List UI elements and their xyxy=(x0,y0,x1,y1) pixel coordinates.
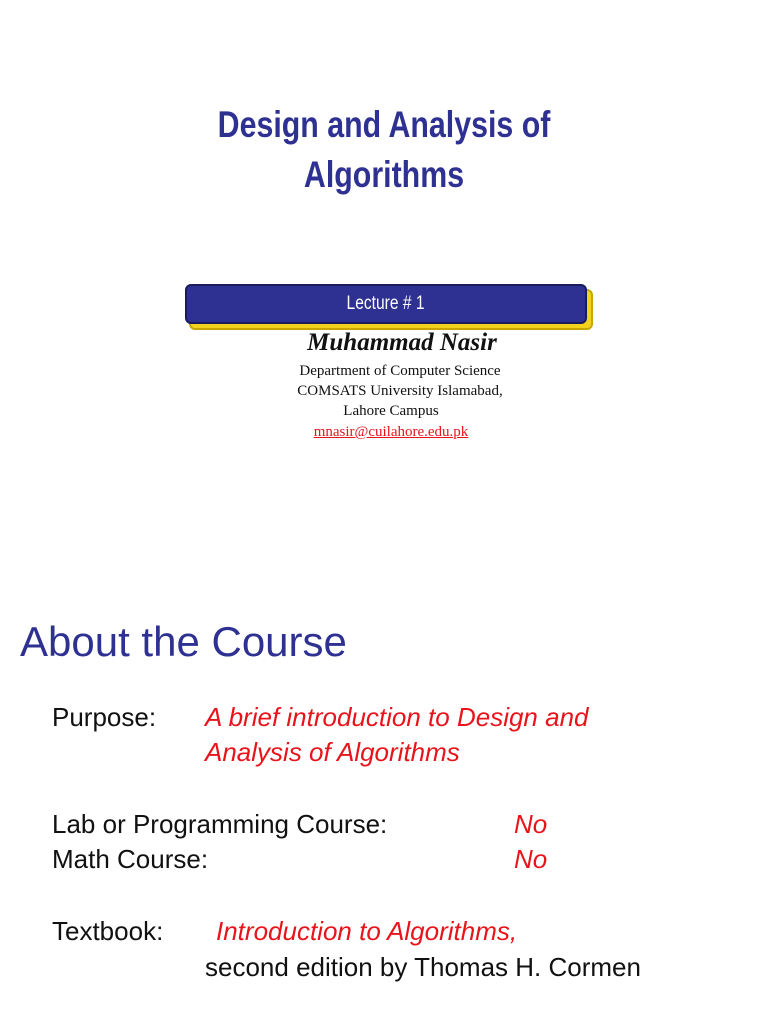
lecture-banner xyxy=(185,284,587,324)
textbook-detail: second edition by Thomas H. Cormen xyxy=(205,952,641,982)
section-heading: About the Course xyxy=(20,618,347,665)
department-text: Department of Computer Science xyxy=(299,363,501,379)
math-course-label: Math Course: xyxy=(52,844,209,874)
lab-course-value: No xyxy=(514,809,548,839)
campus-text: Lahore Campus xyxy=(343,403,439,419)
about-course-slide xyxy=(0,580,768,1024)
lab-course-label: Lab or Programming Course: xyxy=(52,809,388,839)
math-course-value: No xyxy=(514,844,548,874)
textbook-title: Introduction to Algorithms, xyxy=(216,916,518,946)
title-line-1: Design and Analysis of xyxy=(217,104,551,145)
purpose-value-line-2: Analysis of Algorithms xyxy=(205,737,460,767)
university-text: COMSATS University Islamabad, xyxy=(297,383,503,399)
textbook-label: Textbook: xyxy=(52,916,164,946)
author-name: Muhammad Nasir xyxy=(307,329,497,356)
purpose-value-line-1: A brief introduction to Design and xyxy=(205,702,589,732)
email-link[interactable]: mnasir@cuilahore.edu.pk xyxy=(313,424,469,440)
lecture-label: Lecture # 1 xyxy=(347,293,425,314)
purpose-label: Purpose: xyxy=(52,702,157,732)
title-line-2: Algorithms xyxy=(303,154,465,195)
